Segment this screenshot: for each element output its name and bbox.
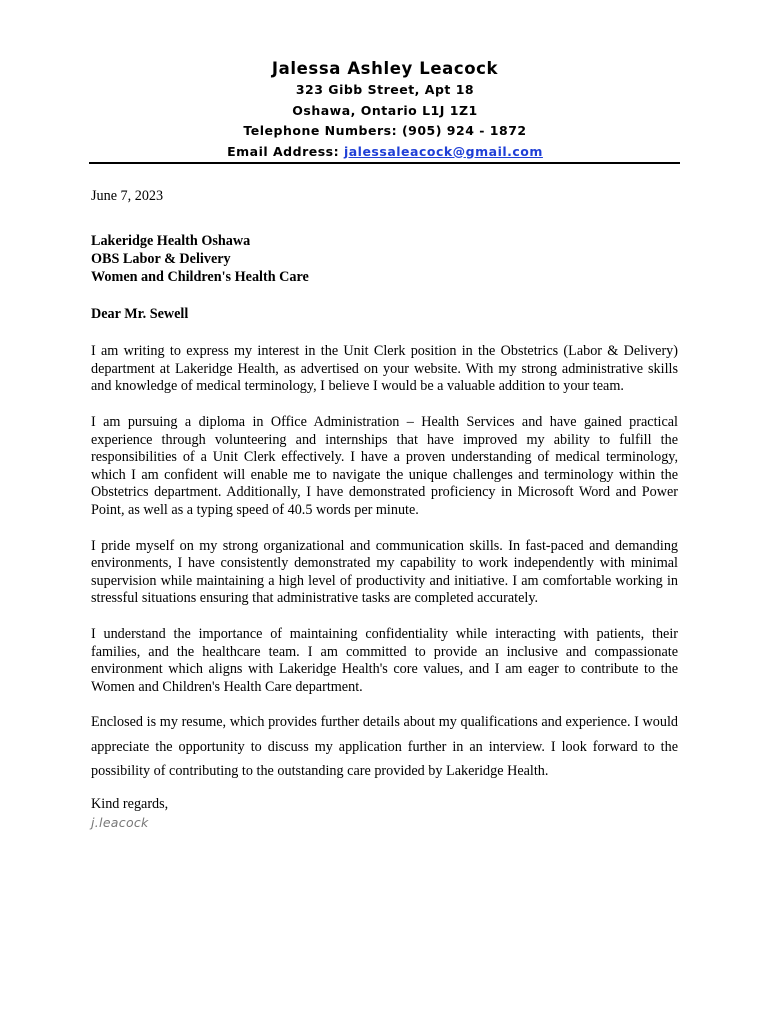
salutation: Dear Mr. Sewell (91, 305, 189, 322)
recipient-line: OBS Labor & Delivery (91, 250, 231, 267)
sender-address-line1: 323 Gibb Street, Apt 18 (295, 82, 475, 97)
signature: j.leacock (91, 815, 149, 831)
letter-body (91, 188, 678, 832)
body-paragraph: I pride myself on my strong organizational and communication skills. In fast-paced and demanding environments, I have consistently demonstrated my capability to work independently with minimal supervision while maintaining a high level of productivity and initiative. I am comfortable working in stressful situations ensuring that administrative tasks are completed accurately. (91, 537, 678, 607)
closing: Kind regards, (91, 795, 169, 812)
recipient-line: Lakeridge Health Oshawa (91, 232, 251, 249)
sender-name: Jalessa Ashley Leacock (271, 59, 499, 78)
email-link[interactable]: jalessaleacock@gmail.com (343, 143, 543, 159)
email-label: Email Address: (227, 143, 344, 159)
body-paragraph: Enclosed is my resume, which provides further details about my qualifications and experience. I would appreciate the opportunity to discuss my application further in an interview. I look forward to the possibility of contributing to the outstanding care provided by Lakeridge Health. (91, 714, 678, 780)
body-paragraph: I understand the importance of maintaining confidentiality while interacting with patients, their families, and the healthcare team. I am committed to provide an inclusive and compassionate environment which aligns with Lakeridge Health's core values, and I am eager to contribute to the Women and Children's Health Care department. (91, 625, 678, 695)
recipient-line: Women and Children's Health Care (91, 268, 309, 285)
body-paragraph: I am pursuing a diploma in Office Administration – Health Services and have gained practical experience through volunteering and internships that have improved my ability to fulfill the responsibilities of a Unit Clerk effectively. I have a proven understanding of medical terminology, which I am confident will enable me to navigate the unique challenges and terminology within the Obstetrics department. Additionally, I have demonstrated proficiency in Microsoft Word and Power Point, as well as a typing speed of 40.5 words per minute. (91, 413, 678, 518)
sender-telephone: Telephone Numbers: (905) 924 - 1872 (243, 123, 527, 138)
sender-address-line2: Oshawa, Ontario L1J 1Z1 (292, 102, 478, 118)
header-divider (89, 162, 680, 164)
letter-date: June 7, 2023 (91, 188, 164, 204)
recipient-block (91, 232, 678, 286)
body-paragraph: I am writing to express my interest in the Unit Clerk position in the Obstetrics (Labor & Delivery) department at Lakeridge Health, as advertised on your website. With my strong administrative skills and knowledge of medical terminology, I believe I would be a valuable addition to your team. (91, 343, 678, 395)
sender-email-line (90, 142, 680, 163)
letterhead (90, 58, 680, 162)
